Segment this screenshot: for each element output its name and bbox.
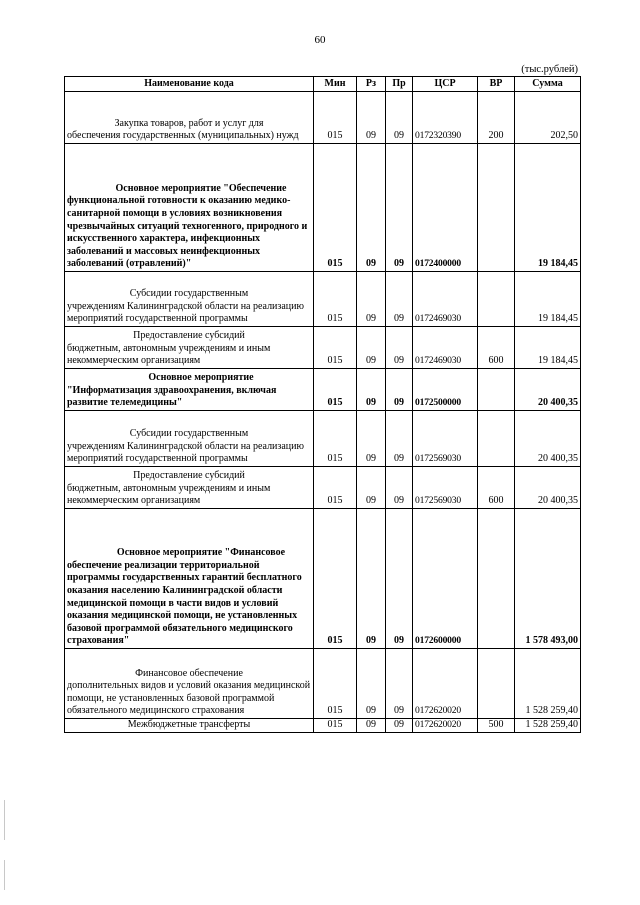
row-vr: 600 [478,467,515,509]
row-min: 015 [314,144,357,272]
row-name-rest: функциональной готовности к оказанию медико-санитарной помощи в условиях возникновения чрезвычайных ситуаций техногенного, природного и искусственного характера, инфекционных заболеваний и массовых неинфекционных заболеваний (отравлений)" [67,195,308,270]
row-min: 015 [314,327,357,369]
row-pr: 09 [386,92,413,144]
row-pr: 09 [386,369,413,411]
row-min: 015 [314,509,357,649]
row-name-first: Основное мероприятие [148,372,254,384]
row-vr [478,411,515,467]
row-name-first: Субсидии государственным [129,428,249,440]
row-csr: 0172600000 [413,509,478,649]
row-sum: 20 400,35 [515,369,581,411]
row-name [65,272,314,327]
row-name [65,92,314,144]
row-vr [478,369,515,411]
table-row [65,272,581,327]
row-name [65,719,314,733]
row-name-first: Предоставление субсидий [133,330,245,342]
row-rz: 09 [357,144,386,272]
row-pr: 09 [386,467,413,509]
row-name-first: Основное мероприятие "Финансовое [116,547,286,559]
row-sum: 19 184,45 [515,272,581,327]
row-name [65,369,314,411]
units-label: (тыс.рублей) [521,64,578,75]
row-name [65,509,314,649]
header-min: Мин [314,77,357,92]
row-sum: 20 400,35 [515,467,581,509]
row-min: 015 [314,719,357,733]
row-name-first: Финансовое обеспечение [135,667,243,679]
row-name-first: Межбюджетные трансферты [127,719,251,731]
row-pr: 09 [386,509,413,649]
row-rz: 09 [357,272,386,327]
header-name: Наименование кода [65,77,314,92]
row-sum: 20 400,35 [515,411,581,467]
row-name-rest: дополнительных видов и условий оказания медицинской помощи, не установленных базовой программой обязательного медицинского страхования [67,680,311,717]
table-row [65,92,581,144]
row-vr: 500 [478,719,515,733]
row-csr: 0172469030 [413,327,478,369]
row-pr: 09 [386,327,413,369]
row-vr: 600 [478,327,515,369]
row-name-first: Закупка товаров, работ и услуг для [114,117,264,129]
scan-edge-mark [4,800,5,840]
header-sum: Сумма [515,77,581,92]
row-rz: 09 [357,327,386,369]
table-row [65,144,581,272]
row-min: 015 [314,369,357,411]
row-name-rest: бюджетным, автономным учреждениям и иным некоммерческим организациям [67,482,271,507]
row-vr [478,272,515,327]
row-csr: 0172500000 [413,369,478,411]
row-rz: 09 [357,649,386,719]
row-name [65,411,314,467]
row-csr: 0172620020 [413,719,478,733]
row-vr [478,649,515,719]
table-row [65,649,581,719]
row-min: 015 [314,649,357,719]
row-csr: 0172320390 [413,92,478,144]
header-row [65,77,581,92]
row-rz: 09 [357,411,386,467]
row-pr: 09 [386,144,413,272]
row-name-first: Предоставление субсидий [133,470,245,482]
row-vr [478,144,515,272]
row-vr [478,509,515,649]
page-number: 60 [314,34,326,46]
row-min: 015 [314,411,357,467]
row-rz: 09 [357,509,386,649]
row-name-first: Основное мероприятие "Обеспечение [115,182,287,194]
row-min: 015 [314,92,357,144]
row-rz: 09 [357,467,386,509]
row-name-rest: бюджетным, автономным учреждениям и иным некоммерческим организациям [67,342,271,367]
table-row [65,411,581,467]
row-min: 015 [314,467,357,509]
row-sum: 19 184,45 [515,144,581,272]
row-name-rest: обеспечение реализации территориальной программы государственных гарантий бесплатного оказания населению Калининградской области медицинской помощи в части видов и условий оказания медицинской помощи, не установленных базовой программой обязательного медицинского страхования" [67,559,302,647]
table-row [65,467,581,509]
row-name [65,327,314,369]
row-min: 015 [314,272,357,327]
scan-edge-mark [4,860,5,890]
row-vr: 200 [478,92,515,144]
row-name-rest: обеспечения государственных (муниципальных) нужд [67,130,299,142]
row-name [65,649,314,719]
row-sum: 202,50 [515,92,581,144]
row-name-rest: "Информатизация здравоохранения, включая развитие телемедицины" [67,384,277,409]
table-row [65,719,581,733]
row-csr: 0172469030 [413,272,478,327]
budget-table [64,76,581,733]
row-pr: 09 [386,649,413,719]
table-row [65,509,581,649]
row-rz: 09 [357,369,386,411]
row-rz: 09 [357,92,386,144]
row-name-rest: учреждениям Калининградской области на реализацию мероприятий государственной программы [67,300,304,325]
header-vr: ВР [478,77,515,92]
header-pr: Пр [386,77,413,92]
row-rz: 09 [357,719,386,733]
row-sum: 19 184,45 [515,327,581,369]
row-name-rest: учреждениям Калининградской области на реализацию мероприятий государственной программы [67,440,304,465]
row-pr: 09 [386,719,413,733]
row-sum: 1 528 259,40 [515,649,581,719]
row-sum: 1 578 493,00 [515,509,581,649]
table-row [65,369,581,411]
table-row [65,327,581,369]
row-pr: 09 [386,411,413,467]
header-rz: Рз [357,77,386,92]
header-csr: ЦСР [413,77,478,92]
row-pr: 09 [386,272,413,327]
row-name-first: Субсидии государственным [129,288,249,300]
row-csr: 0172620020 [413,649,478,719]
row-csr: 0172400000 [413,144,478,272]
row-csr: 0172569030 [413,467,478,509]
row-sum: 1 528 259,40 [515,719,581,733]
row-name [65,467,314,509]
row-name [65,144,314,272]
row-csr: 0172569030 [413,411,478,467]
